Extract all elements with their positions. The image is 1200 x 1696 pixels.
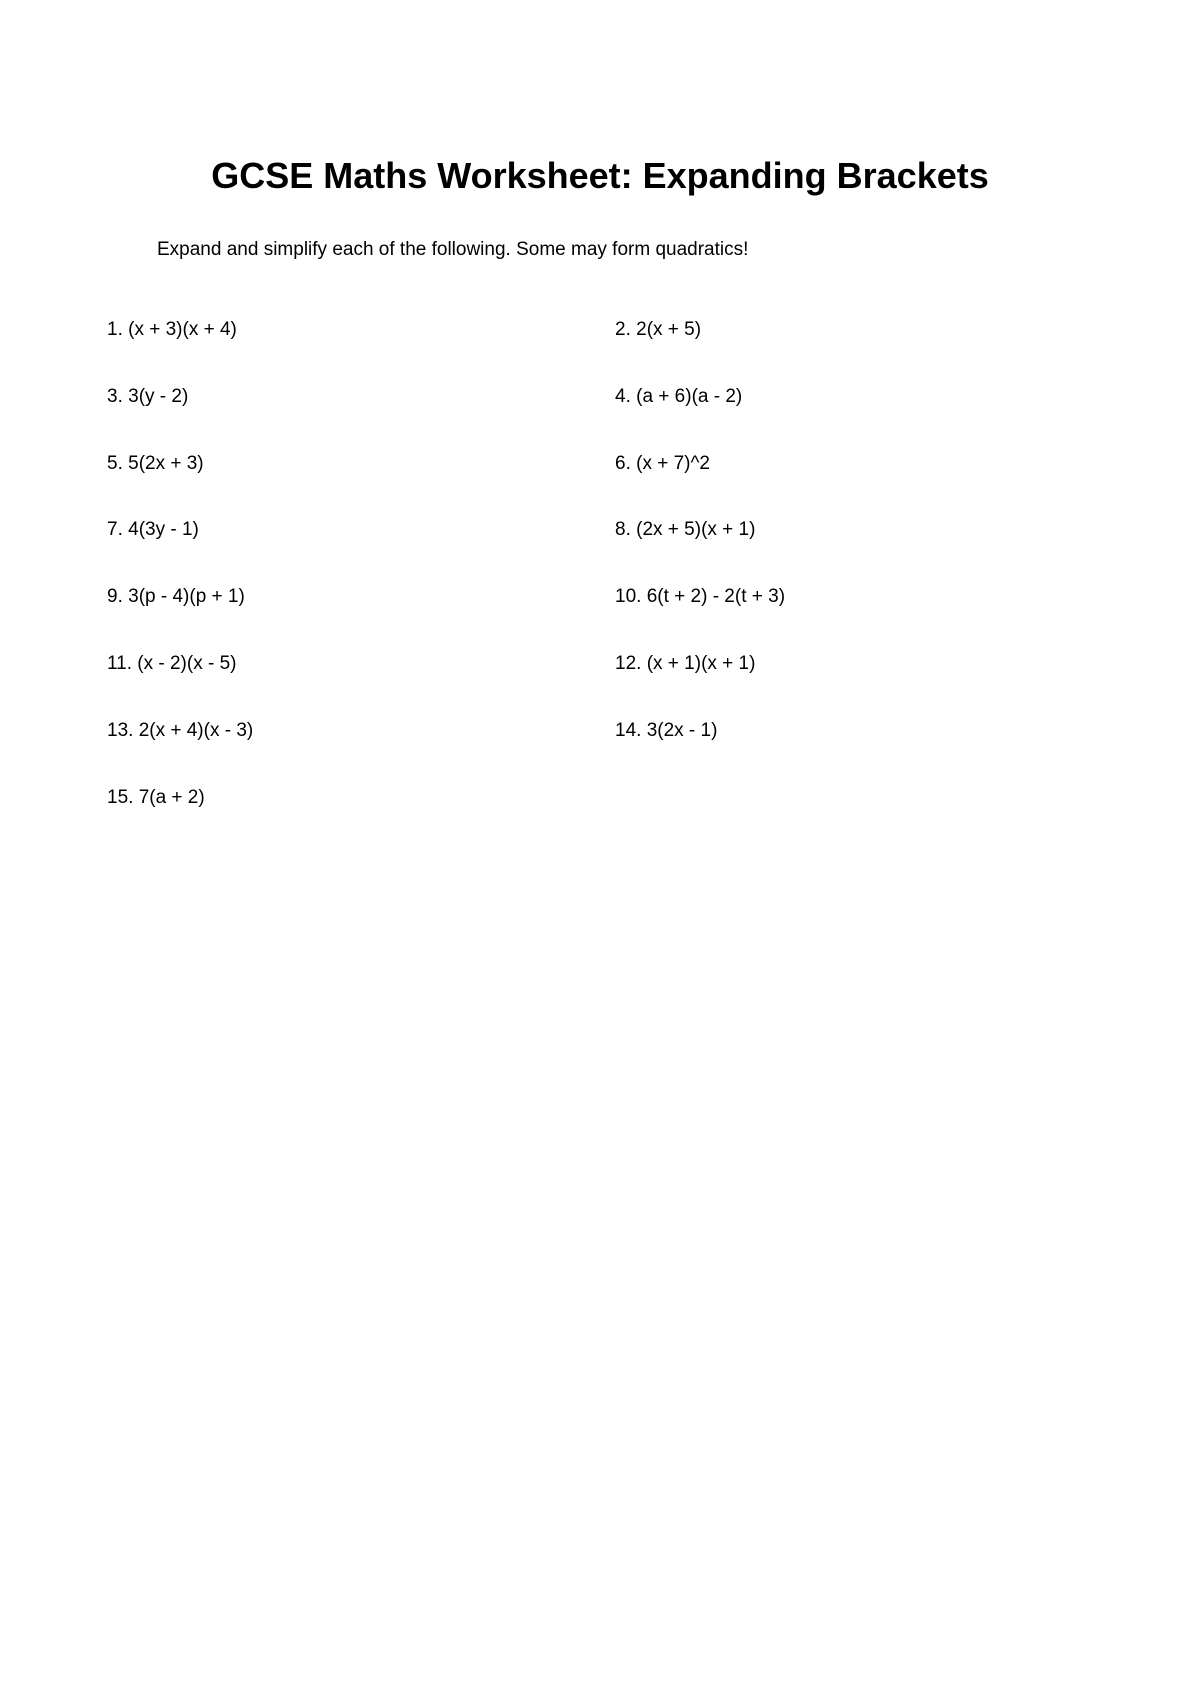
questions-grid <box>107 318 1007 852</box>
question-1: 1. (x + 3)(x + 4) <box>107 319 237 340</box>
question-11: 11. (x - 2)(x - 5) <box>107 652 237 674</box>
question-4: 4. (a + 6)(a - 2) <box>615 385 743 407</box>
question-7: 7. 4(3y - 1) <box>107 519 199 541</box>
question-10: 10. 6(t + 2) - 2(t + 3) <box>615 586 786 608</box>
question-2: 2. 2(x + 5) <box>615 319 702 340</box>
worksheet-title: GCSE Maths Worksheet: Expanding Brackets <box>211 155 989 196</box>
question-8: 8. (2x + 5)(x + 1) <box>615 519 756 541</box>
question-6: 6. (x + 7)^2 <box>615 452 710 474</box>
question-14: 14. 3(2x - 1) <box>615 719 718 741</box>
instructions-text: Expand and simplify each of the following. Some may form quadratics! <box>157 239 749 260</box>
question-15: 15. 7(a + 2) <box>107 786 205 808</box>
question-13: 13. 2(x + 4)(x - 3) <box>107 719 254 741</box>
question-5: 5. 5(2x + 3) <box>107 452 204 474</box>
question-12: 12. (x + 1)(x + 1) <box>615 652 756 674</box>
question-3: 3. 3(y - 2) <box>107 385 189 407</box>
question-9: 9. 3(p - 4)(p + 1) <box>107 586 245 608</box>
